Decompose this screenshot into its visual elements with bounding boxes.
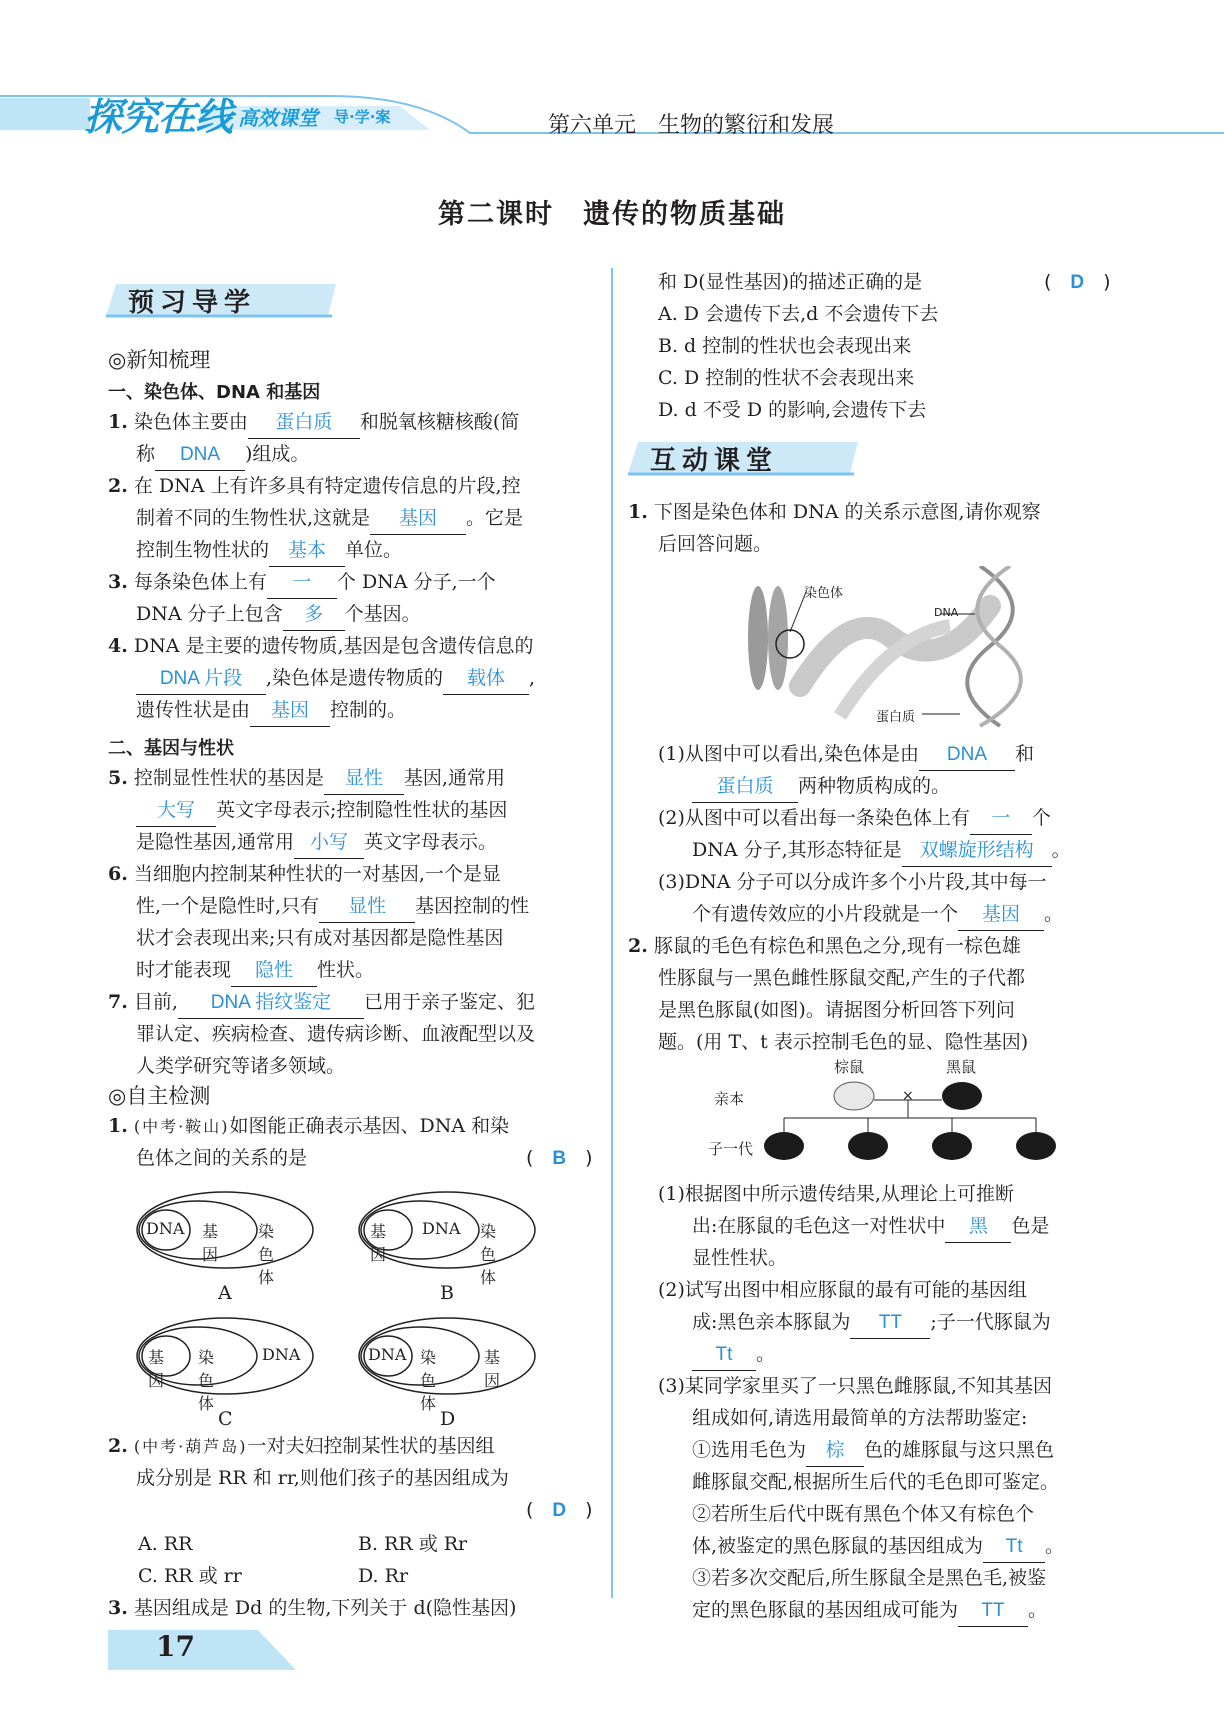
p2-text: ③若多次交配后,所生豚鼠全是黑色毛,被鉴: [692, 1567, 1047, 1589]
p2-text: 成:黑色亲本豚鼠为: [692, 1311, 851, 1333]
p1-text: 下图是染色体和 DNA 的关系示意图,请你观察: [653, 501, 1041, 523]
answer-blank: DNA: [919, 740, 1015, 771]
q4-text: ,染色体是遗传物质的: [266, 667, 444, 689]
p1-text: 。: [1051, 839, 1071, 861]
answer-blank: DNA 指纹鉴定: [178, 988, 364, 1019]
logo-main: 探究在线: [84, 95, 233, 139]
answer-blank: DNA 片段: [136, 664, 266, 695]
p2-text: (1)根据图中所示遗传结果,从理论上可推断: [658, 1183, 1014, 1205]
oval-inner-label: 基因: [370, 1222, 387, 1264]
p2-text: 题。(用 T、t 表示控制毛色的显、隐性基因): [658, 1031, 1029, 1053]
p2-text: (3)某同学家里买了一只黑色雌豚鼠,不知其基因: [658, 1375, 1052, 1397]
oval-mid-label: DNA: [422, 1219, 461, 1238]
option-a: A. D 会遗传下去,d 不会遗传下去: [658, 303, 939, 325]
logo-sub: 高效课堂: [238, 106, 318, 130]
p2-text: 雌豚鼠交配,根据所生后代的毛色即可鉴定。: [692, 1471, 1060, 1493]
p1-text: 个有遗传效应的小片段就是一个: [692, 903, 959, 925]
option-c: C. D 控制的性状不会表现出来: [658, 367, 915, 389]
q4-text: 遗传性状是由: [136, 699, 251, 721]
p2-text: 显性性状。: [692, 1247, 788, 1269]
p2-text: 组成如何,请选用最简单的方法帮助鉴定:: [692, 1407, 1028, 1429]
label-brown: 棕鼠: [834, 1058, 865, 1076]
p2-text: 色是: [1011, 1215, 1050, 1237]
q2-text: 制着不同的生物性状,这就是: [136, 507, 371, 529]
heading-1: 一、染色体、DNA 和基因: [108, 382, 321, 403]
p2-text: 色的雄豚鼠与这只黑色: [864, 1439, 1055, 1461]
answer-blank: 多: [283, 600, 345, 631]
answer-choice: B: [552, 1148, 567, 1169]
option-d: D. Rr: [358, 1565, 409, 1587]
answer-blank: TT: [958, 1596, 1028, 1627]
p2-text: 。: [1045, 1535, 1065, 1557]
oval-inner-label: 基因: [148, 1348, 165, 1390]
heading-2: 二、基因与性状: [108, 738, 234, 759]
page-title: 第二课时 遗传的物质基础: [438, 199, 786, 230]
answer-blank: 隐性: [231, 956, 317, 987]
subsection-new: ◎新知梳理: [108, 348, 211, 372]
p1-text: 两种物质构成的。: [798, 775, 951, 797]
p1-text: DNA 分子,其形态特征是: [692, 839, 902, 861]
answer-blank: 基本: [269, 536, 345, 567]
answer-blank: 载体: [443, 664, 529, 695]
p2-text: 体,被鉴定的黑色豚鼠的基因组成为: [692, 1535, 984, 1557]
q4-text: ,: [529, 667, 536, 689]
q2-text: 单位。: [345, 539, 403, 561]
answer-blank: 显性: [324, 764, 404, 795]
p2-text: 。: [756, 1343, 776, 1365]
answer-choice: D: [552, 1500, 567, 1521]
label-parent: 亲本: [714, 1090, 745, 1108]
option-c: C. RR 或 rr: [138, 1565, 242, 1587]
q1-text: 和脱氧核糖核酸(简: [359, 411, 520, 433]
oval-mid-label: 染色体: [198, 1348, 215, 1413]
q3-text: DNA 分子上包含: [136, 603, 283, 625]
answer-blank: 小写: [294, 828, 364, 859]
q7-text: 人类学研究等诸多领域。: [136, 1055, 346, 1077]
subsection-self: ◎自主检测: [108, 1084, 211, 1108]
q6-text: 时才能表现: [136, 959, 232, 981]
label-offspring: 子一代: [708, 1140, 754, 1158]
logo-tag: 导·学·案: [334, 108, 391, 126]
q6-text: 当细胞内控制某种性状的一对基因,一个是显: [133, 863, 501, 885]
oval-outer-label: 基因: [484, 1348, 501, 1390]
q1-text: 称: [136, 443, 156, 465]
oval-inner-label: DNA: [368, 1345, 407, 1364]
page-number-tab: [108, 1628, 298, 1672]
p1-text: (2)从图中可以看出每一条染色体上有: [658, 807, 970, 829]
option-label: A: [218, 1282, 232, 1304]
answer-blank: 蛋白质: [248, 408, 360, 439]
option-b: B. d 控制的性状也会表现出来: [658, 335, 912, 357]
p2-text: 出:在豚鼠的毛色这一对性状中: [692, 1215, 946, 1237]
label-black: 黑鼠: [946, 1058, 977, 1076]
option-b: B. RR 或 Rr: [358, 1533, 468, 1555]
q6-text: 性,一个是隐性时,只有: [136, 895, 320, 917]
guinea-pig-cross-figure: [702, 1058, 1062, 1176]
section-title-interactive: 互动课堂: [650, 446, 779, 476]
answer-blank: TT: [850, 1308, 930, 1339]
q7-text: 目前,: [133, 991, 178, 1013]
p2-text: 定的黑色豚鼠的基因组成可能为: [692, 1599, 959, 1621]
q2-text: 控制生物性状的: [136, 539, 270, 561]
q5-text: 控制显性性状的基因是: [133, 767, 324, 789]
q1-text: 染色体主要由: [133, 411, 248, 433]
label-dna: DNA: [934, 606, 959, 619]
q7-text: 已用于亲子鉴定、犯: [363, 991, 535, 1013]
p2-text: 。: [1028, 1599, 1048, 1621]
option-d: D. d 不受 D 的影响,会遗传下去: [658, 399, 927, 421]
t2-text: 一对夫妇控制某性状的基因组: [247, 1435, 495, 1457]
t1-text: 如图能正确表示基因、DNA 和染: [229, 1115, 510, 1137]
q5-text: 基因,通常用: [403, 767, 505, 789]
p2-text: ;子一代豚鼠为: [930, 1311, 1051, 1333]
q1-text: )组成。: [245, 443, 310, 465]
p1-text: 后回答问题。: [658, 533, 773, 555]
answer-blank: 显性: [319, 892, 415, 923]
oval-outer-label: 染色体: [480, 1222, 497, 1287]
oval-outer-label: 染色体: [258, 1222, 275, 1287]
oval-mid-label: 染色体: [420, 1348, 437, 1413]
p2-text: 是黑色豚鼠(如图)。请据图分析回答下列问: [658, 999, 1015, 1021]
answer-blank: 蛋白质: [692, 772, 798, 803]
p2-text: ②若所生后代中既有黑色个体又有棕色个: [692, 1503, 1035, 1525]
answer-blank: 基因: [370, 504, 466, 535]
answer-blank: 一: [267, 568, 337, 599]
q5-text: 英文字母表示。: [364, 831, 498, 853]
q3-text: 每条染色体上有: [133, 571, 267, 593]
answer-blank: Tt: [692, 1340, 756, 1371]
answer-blank: 双螺旋形结构: [902, 836, 1052, 867]
oval-inner-label: DNA: [146, 1219, 185, 1238]
p2-text: 豚鼠的毛色有棕色和黑色之分,现有一棕色雄: [653, 935, 1021, 957]
t2-text: 成分别是 RR 和 rr,则他们孩子的基因组成为: [136, 1467, 509, 1489]
section-title-preview: 预习导学: [128, 288, 257, 318]
q4-text: DNA 是主要的遗传物质,基因是包含遗传信息的: [133, 635, 534, 657]
p1-text: 。: [1044, 903, 1064, 925]
answer-blank: Tt: [983, 1532, 1045, 1563]
answer-blank: 棕: [806, 1436, 864, 1467]
answer-blank: 黑: [945, 1212, 1011, 1243]
p2-text: (2)试写出图中相应豚鼠的最有可能的基因组: [658, 1279, 1027, 1301]
option-label: B: [440, 1282, 454, 1304]
unit-title: 第六单元 生物的繁衍和发展: [548, 113, 835, 138]
answer-blank: 基因: [958, 900, 1044, 931]
t3-text: 和 D(显性基因)的描述正确的是: [658, 271, 923, 293]
q2-text: 。它是: [466, 507, 524, 529]
column-divider: [611, 268, 613, 1598]
q2-text: 在 DNA 上有许多具有特定遗传信息的片段,控: [133, 475, 521, 497]
label-protein: 蛋白质: [876, 710, 916, 725]
chromosome-dna-figure: [740, 566, 1040, 742]
option-label: D: [440, 1408, 456, 1430]
option-a: A. RR: [138, 1533, 193, 1555]
t2-source: (中考·葫芦岛): [133, 1437, 248, 1456]
p2-text: ①选用毛色为: [692, 1439, 807, 1461]
t3-text: 基因组成是 Dd 的生物,下列关于 d(隐性基因): [133, 1597, 517, 1619]
q6-text: 状才会表现出来;只有成对基因都是隐性基因: [136, 927, 504, 949]
q5-text: 英文字母表示;控制隐性性状的基因: [216, 799, 508, 821]
t1-text: 色体之间的关系的是: [136, 1147, 308, 1169]
p1-text: (1)从图中可以看出,染色体是由: [658, 743, 919, 765]
answer-blank: 大写: [136, 796, 216, 827]
q6-text: 基因控制的性: [415, 895, 530, 917]
answer-blank: 一: [970, 804, 1032, 835]
q3-text: 个基因。: [344, 603, 421, 625]
p1-text: 个: [1031, 807, 1051, 829]
t1-source: (中考·鞍山): [133, 1117, 230, 1136]
answer-choice: D: [1070, 272, 1085, 293]
answer-blank: 基因: [250, 696, 330, 727]
q3-text: 个 DNA 分子,一个: [336, 571, 496, 593]
p1-text: 和: [1014, 743, 1034, 765]
q7-text: 罪认定、疾病检查、遗传病诊断、血液配型以及: [136, 1023, 536, 1045]
oval-mid-label: 基因: [202, 1222, 219, 1264]
label-chromosome: 染色体: [804, 586, 844, 601]
q4-text: 控制的。: [330, 699, 407, 721]
p2-text: 性豚鼠与一黑色雌性豚鼠交配,产生的子代都: [658, 967, 1026, 989]
oval-outer-label: DNA: [262, 1345, 301, 1364]
page-number: 17: [156, 1630, 195, 1663]
answer-blank: DNA: [155, 440, 245, 471]
p1-text: (3)DNA 分子可以分成许多个小片段,其中每一: [658, 871, 1047, 893]
cross-symbol: ×: [902, 1088, 914, 1104]
q5-text: 是隐性基因,通常用: [136, 831, 295, 853]
q6-text: 性状。: [317, 959, 375, 981]
option-label: C: [218, 1408, 233, 1430]
